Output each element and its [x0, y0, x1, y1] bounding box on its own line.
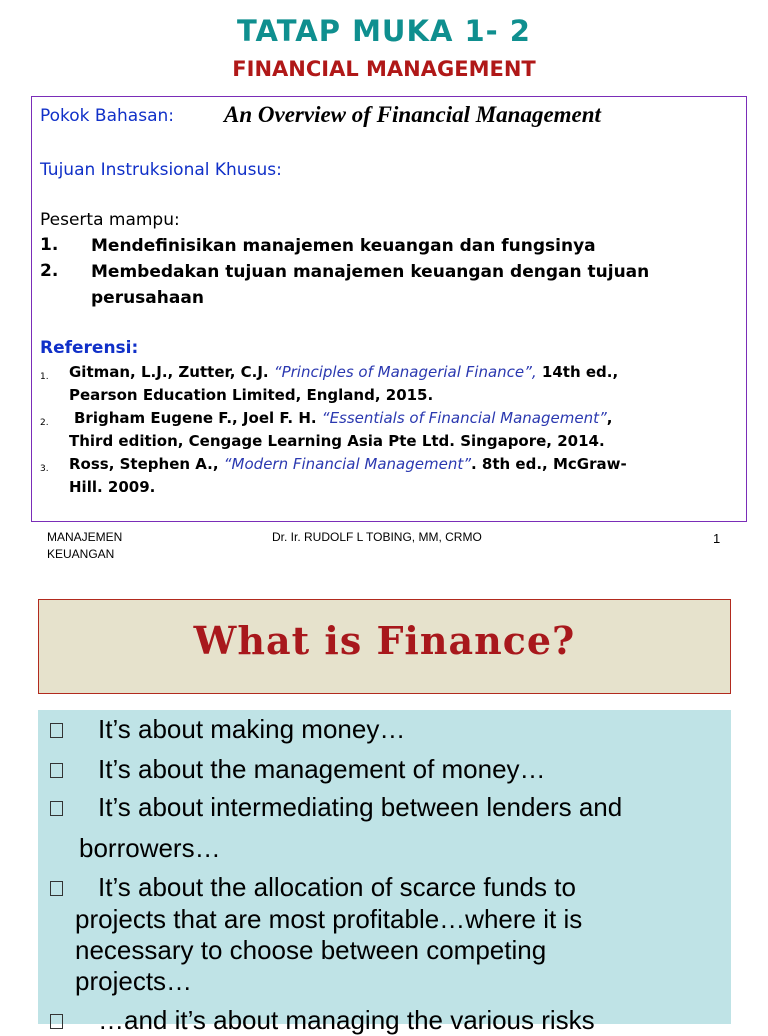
reference-line: Brigham Eugene F., Joel F. H. “Essentials of Financial Management”, — [74, 409, 613, 427]
reference-number: 2. — [40, 418, 49, 428]
bullet-text-continued: projects that are most profitable…where it is — [75, 904, 583, 934]
bullet-box-icon — [50, 723, 63, 738]
footer-course: MANAJEMEN KEUANGAN — [47, 530, 123, 561]
reference-title: “Principles of Managerial Finance”, — [273, 363, 537, 381]
bullet-text: …and it’s about managing the various risks — [98, 1005, 595, 1035]
tujuan-label: Tujuan Instruksional Khusus: — [40, 160, 282, 180]
bullet-text-continued: projects… — [75, 966, 193, 996]
bullet-box-icon — [50, 881, 63, 896]
bullet-box-icon — [50, 763, 63, 778]
objective-number: 2. — [40, 261, 59, 281]
reference-line: Ross, Stephen A., “Modern Financial Management”. 8th ed., McGraw- — [69, 455, 627, 473]
reference-line-continued: Third edition, Cengage Learning Asia Pte Ltd. Singapore, 2014. — [69, 432, 605, 450]
bullet-text: It’s about intermediating between lenders and — [98, 792, 623, 822]
bullet-box-icon — [50, 1014, 63, 1029]
bullet-text: It’s about making money… — [98, 714, 406, 744]
slide-subtitle: FINANCIAL MANAGEMENT — [232, 57, 536, 81]
bullet-text-continued: borrowers… — [79, 833, 221, 863]
bullet-text: It’s about the management of money… — [98, 754, 546, 784]
objective-text-continued: perusahaan — [91, 288, 204, 308]
slide-title: TATAP MUKA 1- 2 — [237, 14, 531, 48]
objective-number: 1. — [40, 235, 59, 255]
reference-title: “Modern Financial Management” — [223, 455, 471, 473]
reference-number: 1. — [40, 372, 49, 382]
reference-line-continued: Hill. 2009. — [69, 478, 156, 496]
reference-line: Gitman, L.J., Zutter, C.J. “Principles of Managerial Finance”, 14th ed., — [69, 363, 619, 381]
reference-title: “Essentials of Financial Management” — [321, 409, 607, 427]
objective-text: Membedakan tujuan manajemen keuangan dengan tujuan — [91, 262, 650, 282]
reference-line-continued: Pearson Education Limited, England, 2015. — [69, 386, 434, 404]
pokok-bahasan-value: An Overview of Financial Management — [224, 102, 601, 127]
bullet-box-icon — [50, 801, 63, 816]
bullet-text-continued: necessary to choose between competing — [75, 935, 547, 965]
pokok-bahasan-label: Pokok Bahasan: — [40, 106, 174, 126]
footer-author: Dr. Ir. RUDOLF L TOBING, MM, CRMO — [272, 530, 482, 544]
referensi-label: Referensi: — [40, 338, 139, 358]
peserta-label: Peserta mampu: — [40, 210, 180, 230]
bullet-text: It’s about the allocation of scarce funds to — [98, 872, 576, 902]
reference-number: 3. — [40, 464, 49, 474]
objective-text: Mendefinisikan manajemen keuangan dan fungsinya — [91, 236, 596, 256]
banner-heading: What is Finance? — [193, 618, 576, 663]
footer-page-number: 1 — [713, 531, 721, 546]
